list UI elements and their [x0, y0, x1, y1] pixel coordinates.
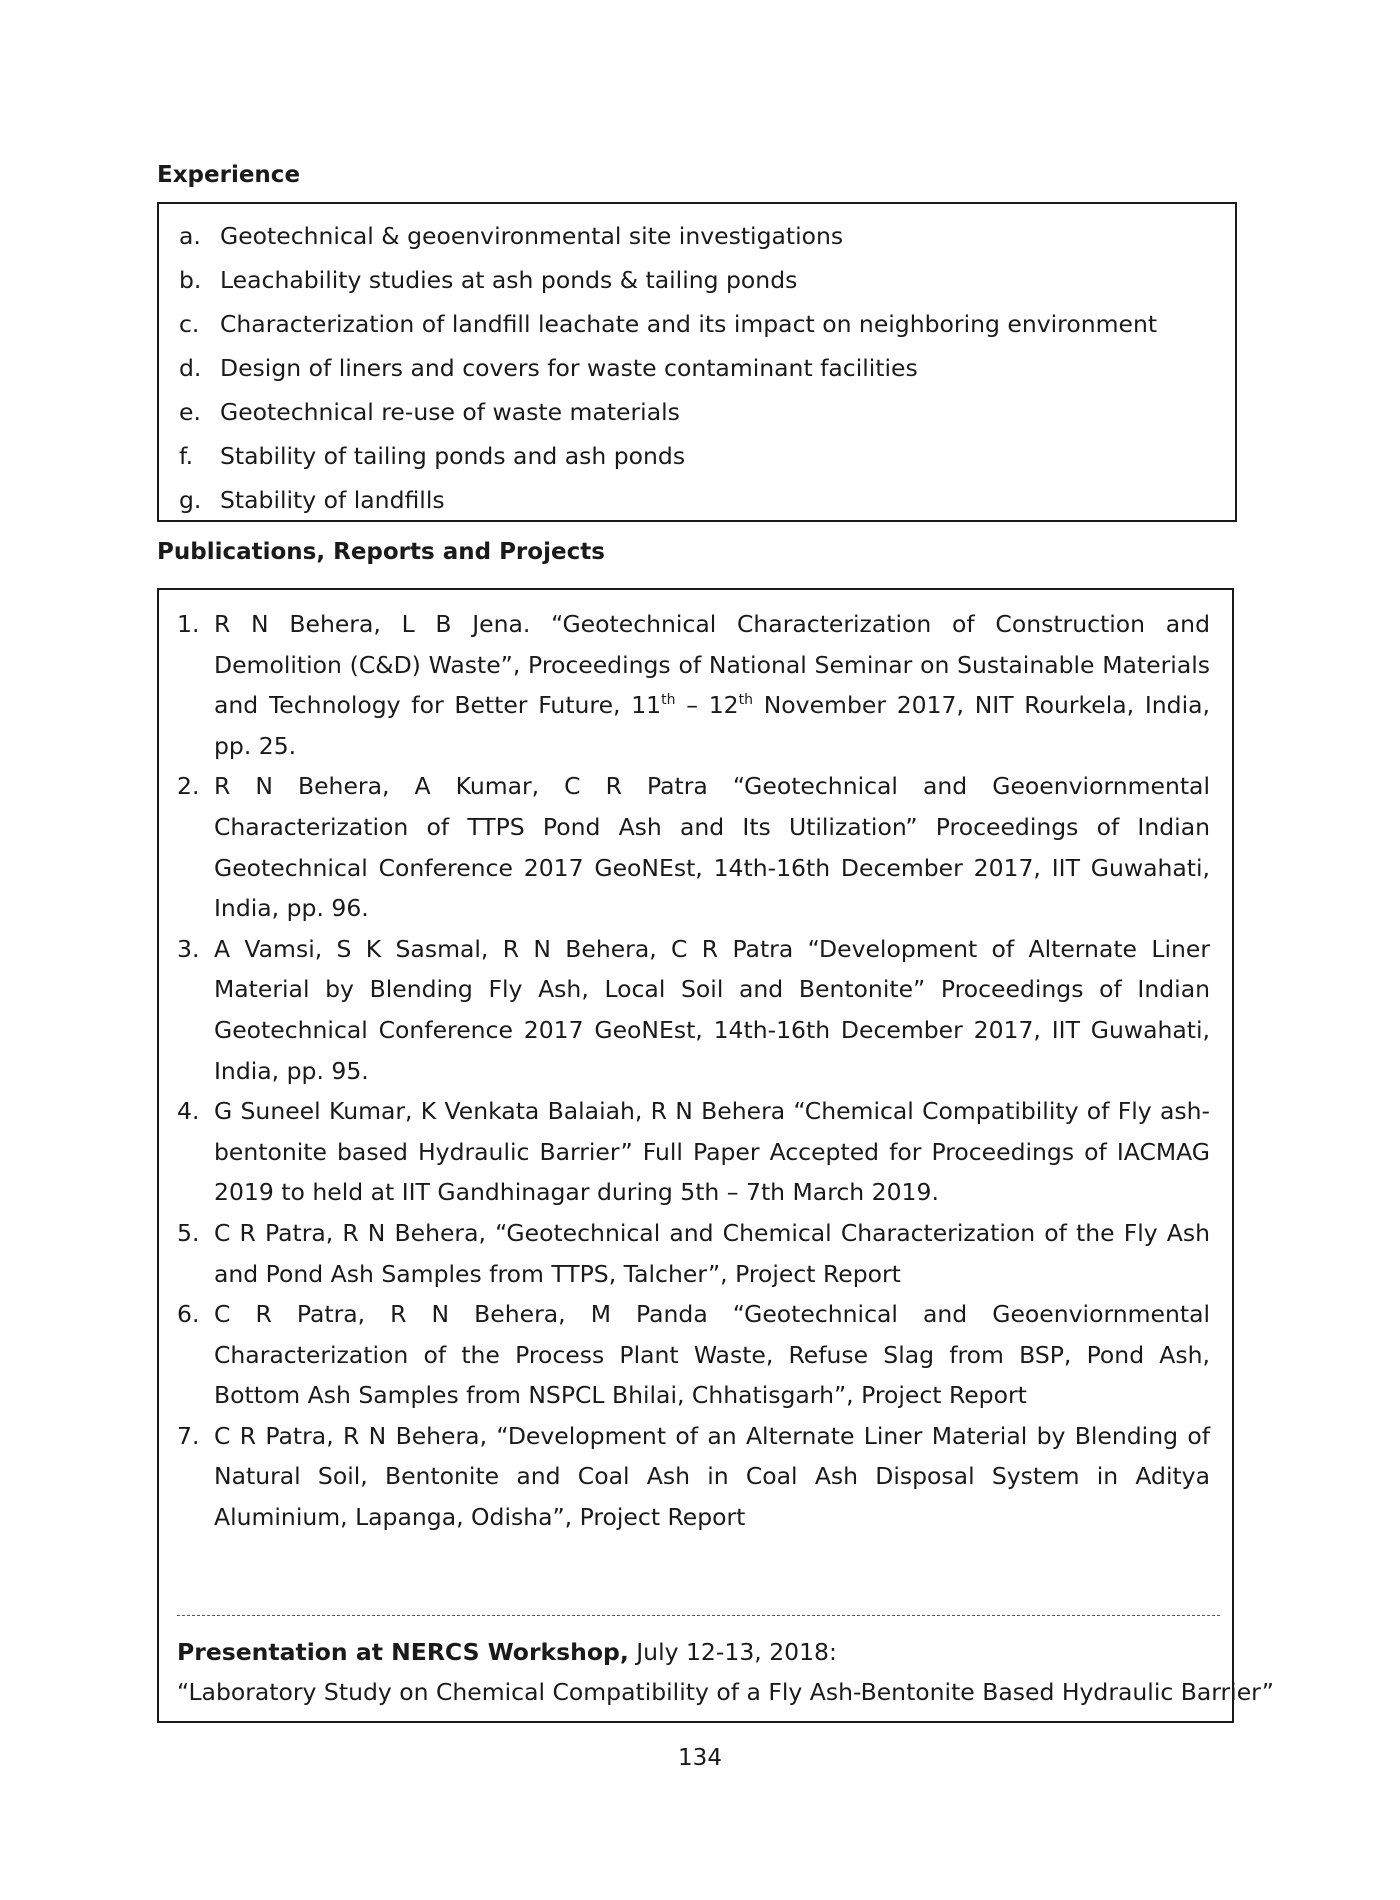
item-letter: d. [179, 354, 202, 382]
publication-text-part: November 2017, NIT Rourkela, India, pp. 25. [214, 691, 1210, 760]
item-text: Stability of landfills [220, 486, 445, 514]
publication-text-part: – 12 [675, 691, 739, 720]
list-item [179, 302, 1215, 346]
dashed-divider [177, 1615, 1220, 1616]
item-letter: b. [179, 266, 202, 294]
publication-item [177, 604, 1212, 766]
publication-item [177, 929, 1212, 1091]
publication-number: 5. [177, 1218, 200, 1247]
list-item [179, 346, 1215, 390]
publication-text: C R Patra, R N Behera, M Panda “Geotechnical and Geoenviornmental Characterization of the Process Plant Waste, Refuse Slag from BSP, Pond Ash, Bottom Ash Samples from NSPCL Bhilai, Chhatisgarh”, Project Report [214, 1300, 1210, 1410]
item-text: Characterization of landfill leachate and its impact on neighboring environment [220, 310, 1158, 338]
publications-list [177, 604, 1212, 1538]
experience-box [157, 202, 1237, 522]
publication-item [177, 1091, 1212, 1213]
list-item [179, 478, 1215, 522]
publication-item [177, 1213, 1212, 1294]
list-item [179, 214, 1215, 258]
publications-heading: Publications, Reports and Projects [157, 539, 605, 565]
list-item [179, 258, 1215, 302]
experience-list [179, 214, 1215, 522]
publication-item [177, 1416, 1212, 1538]
list-item [179, 390, 1215, 434]
ordinal-suffix: th [661, 692, 676, 709]
item-letter: e. [179, 398, 201, 426]
experience-heading: Experience [157, 162, 301, 188]
item-letter: f. [179, 442, 194, 470]
publication-number: 3. [177, 934, 200, 963]
list-item [179, 434, 1215, 478]
item-letter: a. [179, 222, 201, 250]
presentation-title [177, 1637, 837, 1667]
publication-text: G Suneel Kumar, K Venkata Balaiah, R N Behera “Chemical Compatibility of Fly ash-bentonite based Hydraulic Barrier” Full Paper Accepted for Proceedings of IACMAG 2019 to held at IIT Gandhinagar during 5th – 7th March 2019. [214, 1097, 1210, 1207]
publication-number: 4. [177, 1097, 200, 1126]
publication-text-part: R N Behera, L B Jena. “Geotechnical Characterization of Construction and Demolition (C&D) Waste”, Proceedings of National Seminar on Sustainable Materials and Technology for Better Future, 11 [214, 610, 1210, 720]
item-text: Leachability studies at ash ponds & tailing ponds [220, 266, 798, 294]
publication-number: 2. [177, 772, 200, 801]
presentation-talk: “Laboratory Study on Chemical Compatibility of a Fly Ash-Bentonite Based Hydraulic Barrier” [177, 1678, 1274, 1706]
publication-text: R N Behera, A Kumar, C R Patra “Geotechnical and Geoenviornmental Characterization of TTPS Pond Ash and Its Utilization” Proceedings of Indian Geotechnical Conference 2017 GeoNEst, 14th-16th December 2017, IIT Guwahati, India, pp. 96. [214, 772, 1210, 923]
item-letter: c. [179, 310, 200, 338]
presentation-label: Presentation at NERCS Workshop, [177, 1638, 629, 1666]
publication-text [214, 604, 1212, 766]
publication-text: C R Patra, R N Behera, “Development of an Alternate Liner Material by Blending of Natural Soil, Bentonite and Coal Ash in Coal Ash Disposal System in Aditya Aluminium, Lapanga, Odisha”, Project Report [214, 1421, 1210, 1532]
item-text: Geotechnical & geoenvironmental site investigations [220, 222, 844, 250]
item-text: Stability of tailing ponds and ash ponds [220, 442, 686, 470]
item-text: Geotechnical re-use of waste materials [220, 398, 680, 426]
publication-text: A Vamsi, S K Sasmal, R N Behera, C R Patra “Development of Alternate Liner Material by Blending Fly Ash, Local Soil and Bentonite” Proceedings of Indian Geotechnical Conference 2017 GeoNEst, 14th-16th December 2017, IIT Guwahati, India, pp. 95. [214, 934, 1210, 1085]
publication-item [177, 1294, 1212, 1416]
publication-number: 7. [177, 1421, 200, 1450]
publication-number: 1. [177, 610, 200, 638]
page-number: 134 [678, 1745, 722, 1771]
ordinal-suffix: th [738, 692, 753, 709]
item-text: Design of liners and covers for waste contaminant facilities [220, 354, 918, 382]
publications-box [157, 588, 1274, 1723]
publication-text: C R Patra, R N Behera, “Geotechnical and Chemical Characterization of the Fly Ash and Pond Ash Samples from TTPS, Talcher”, Project Report [214, 1218, 1210, 1288]
publication-number: 6. [177, 1300, 200, 1329]
publication-item [177, 766, 1212, 928]
presentation-date: July 12-13, 2018: [628, 1638, 837, 1666]
item-letter: g. [179, 486, 202, 514]
